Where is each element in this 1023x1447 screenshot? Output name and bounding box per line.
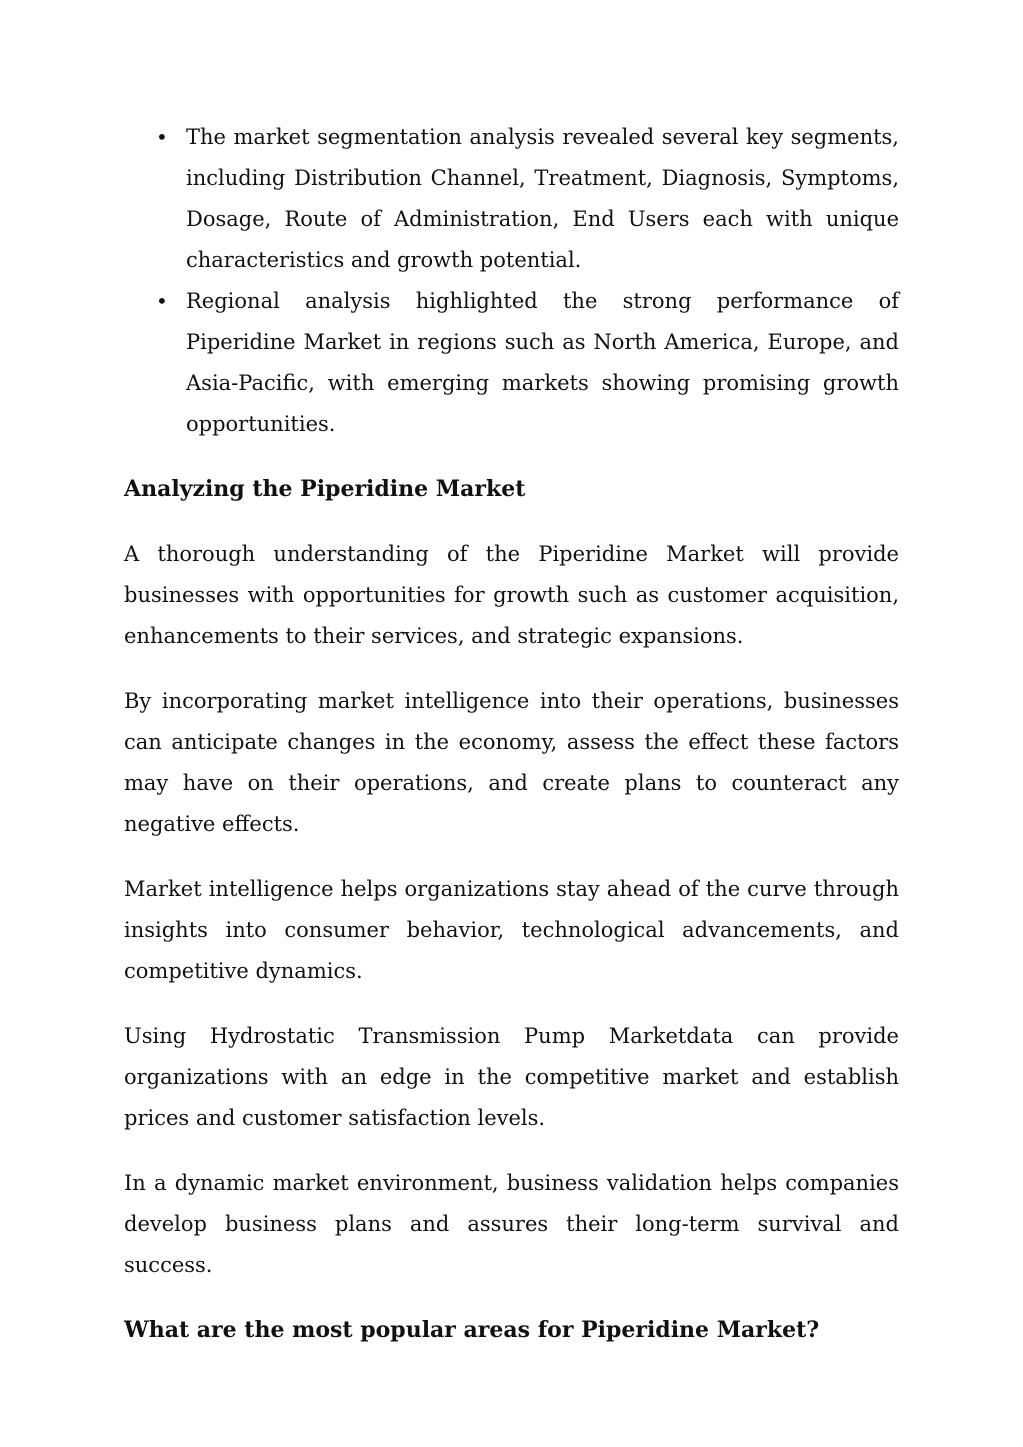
bullet-item-segmentation	[124, 117, 899, 281]
section-heading-analyzing: Analyzing the Piperidine Market	[124, 476, 526, 502]
bullet-text: The market segmentation analysis revealed several key segments, including Distribution Channel, Treatment, Diagnosis, Symptoms, Dosage, Route of Administration, End Users each with unique characteristics and growth potential.	[186, 125, 899, 272]
bullet-text: Regional analysis highlighted the strong performance of Piperidine Market in regions such as North America, Europe, and Asia-Pacific, with emerging markets showing promising growth opportunities.	[186, 289, 899, 436]
paragraph-business-validation: In a dynamic market environment, business validation helps companies develop business plans and assures their long-term survival and success.	[124, 1171, 899, 1277]
bullet-icon: •	[156, 125, 168, 149]
bullet-icon: •	[156, 289, 168, 313]
bullet-item-regional	[124, 281, 899, 445]
paragraph-understanding: A thorough understanding of the Piperidine Market will provide businesses with opportunities for growth such as customer acquisition, enhancements to their services, and strategic expansions.	[124, 542, 899, 648]
document-page	[124, 117, 899, 1351]
section-heading-popular-areas: What are the most popular areas for Piperidine Market?	[124, 1317, 820, 1343]
bullet-list	[124, 117, 899, 445]
paragraph-marketdata: Using Hydrostatic Transmission Pump Marketdata can provide organizations with an edge in the competitive market and establish prices and customer satisfaction levels.	[124, 1024, 899, 1130]
paragraph-stay-ahead: Market intelligence helps organizations stay ahead of the curve through insights into consumer behavior, technological advancements, and competitive dynamics.	[124, 877, 899, 983]
paragraph-market-intelligence: By incorporating market intelligence into their operations, businesses can anticipate changes in the economy, assess the effect these factors may have on their operations, and create plans to counteract any negative effects.	[124, 689, 899, 836]
